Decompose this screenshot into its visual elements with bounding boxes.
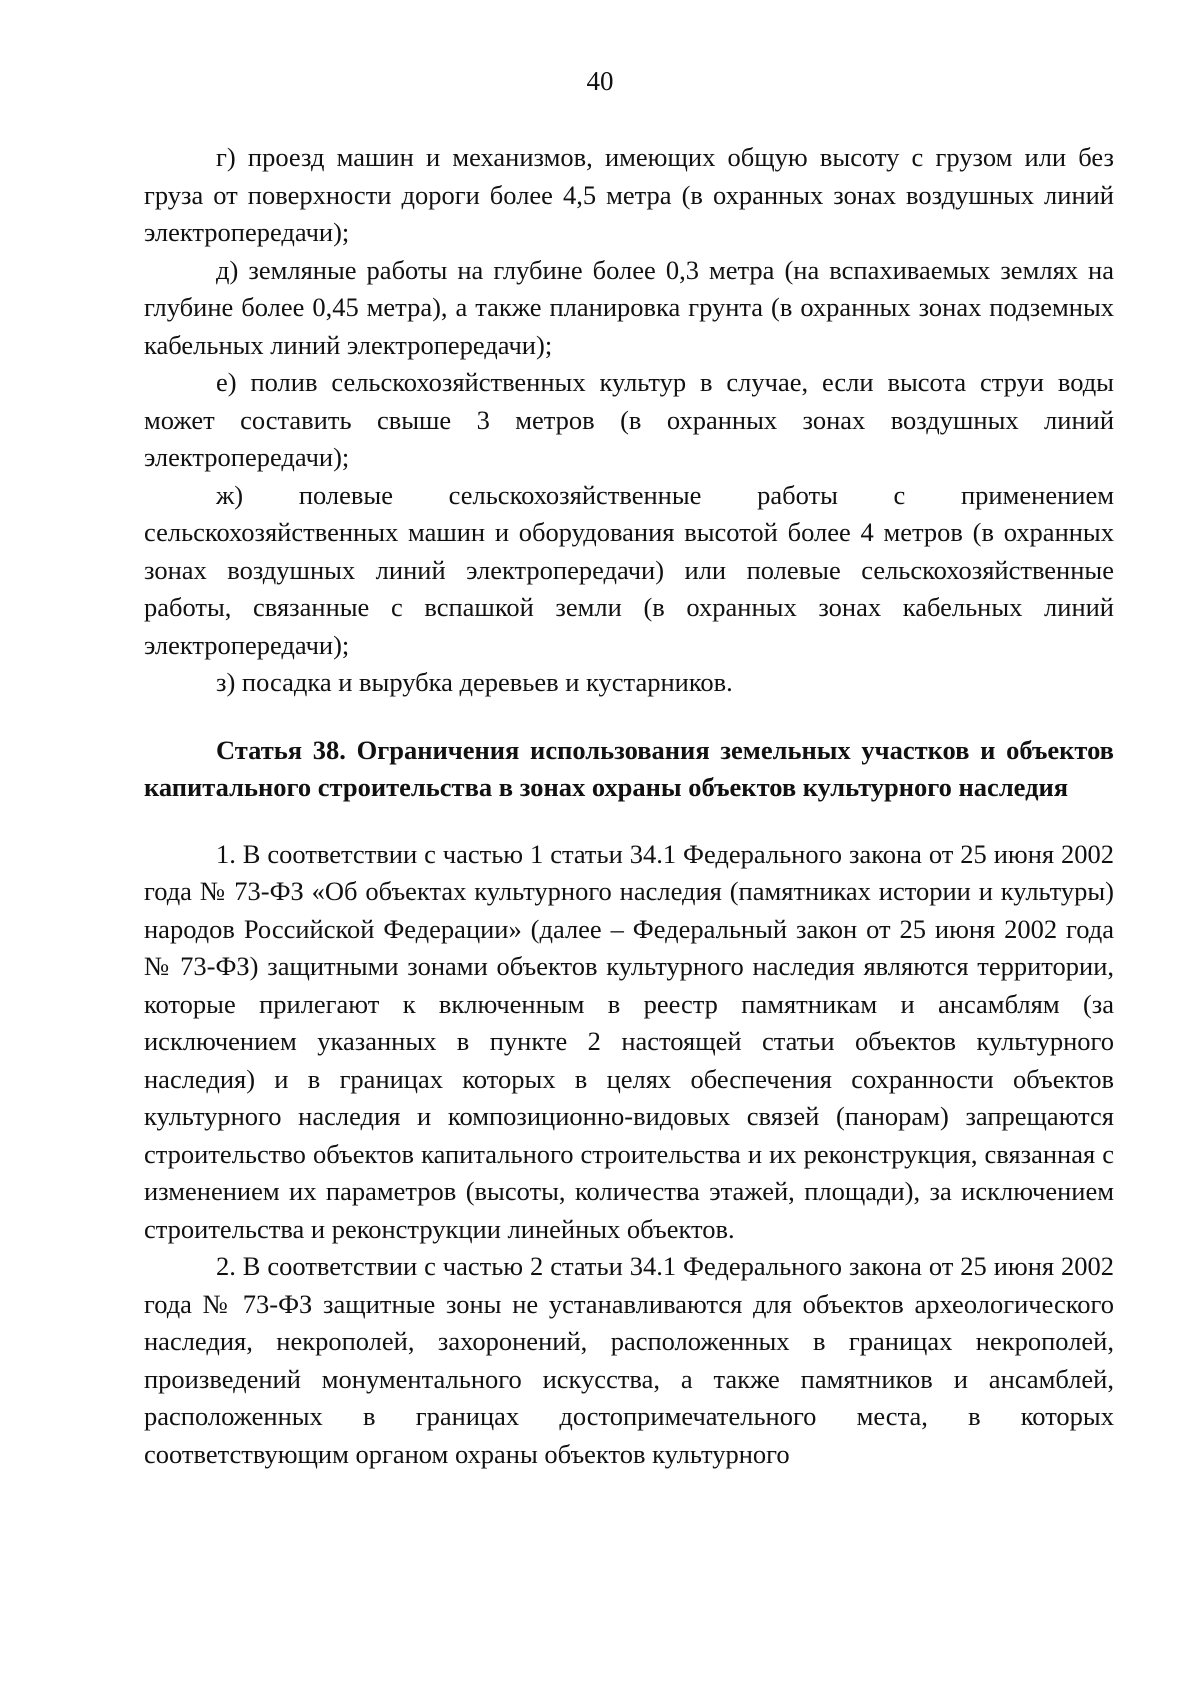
paragraph-item-g: г) проезд машин и механизмов, имеющих общую высоту с грузом или без груза от поверхности дороги более 4,5 метра (в охранных зонах воздушных линий электропередачи); xyxy=(144,142,1114,247)
article-heading: Статья 38. Ограничения использования земельных участков и объектов капитального строительства в зонах охраны объектов культурного наследия xyxy=(144,734,1114,802)
page-number: 40 xyxy=(586,66,614,96)
article-paragraph-2: 2. В соответствии с частью 2 статьи 34.1 Федерального закона от 25 июня 2002 года № 73-ФЗ защитные зоны не устанавливаются для объектов археологического наследия, некрополей, захоронений, расположенных в границах некрополей, произведений монументального искусства, а также памятников и ансамблей, расположенных в границах достопримечательного места, в которых соответствующим органом охраны объектов культурного xyxy=(144,1251,1114,1469)
paragraph-item-z: з) посадка и вырубка деревьев и кустарников. xyxy=(216,667,733,697)
article-paragraph-1: 1. В соответствии с частью 1 статьи 34.1 Федерального закона от 25 июня 2002 года № 73-ФЗ «Об объектах культурного наследия (памятниках истории и культуры) народов Российской Федерации» (далее – Федеральный закон от 25 июня 2002 года № 73-ФЗ) защитными зонами объектов культурного наследия являются территории, которые прилегают к включенным в реестр памятникам и ансамблям (за исключением указанных в пункте 2 настоящей статьи объектов культурного наследия) и в границах которых в целях обеспечения сохранности объектов культурного наследия и композиционно-видовых связей (панорам) запрещаются строительство объектов капитального строительства и их реконструкция, связанная с изменением их параметров (высоты, количества этажей, площади), за исключением строительства и реконструкции линейных объектов. xyxy=(144,838,1114,1244)
paragraph-item-d: д) земляные работы на глубине более 0,3 метра (на вспахиваемых землях на глубине более 0,45 метра), а также планировка грунта (в охранных зонах подземных кабельных линий электропередачи); xyxy=(144,254,1114,360)
document-body xyxy=(144,139,1114,1473)
paragraph-item-zh: ж) полевые сельскохозяйственные работы с применением сельскохозяйственных машин и оборудования высотой более 4 метров (в охранных зонах воздушных линий электропередачи) или полевые сельскохозяйственные работы, связанные с вспашкой земли (в охранных зонах кабельных линий электропередачи); xyxy=(144,479,1114,660)
paragraph-item-e: е) полив сельскохозяйственных культур в случае, если высота струи воды может составить свыше 3 метров (в охранных зонах воздушных линий электропередачи); xyxy=(144,367,1114,472)
